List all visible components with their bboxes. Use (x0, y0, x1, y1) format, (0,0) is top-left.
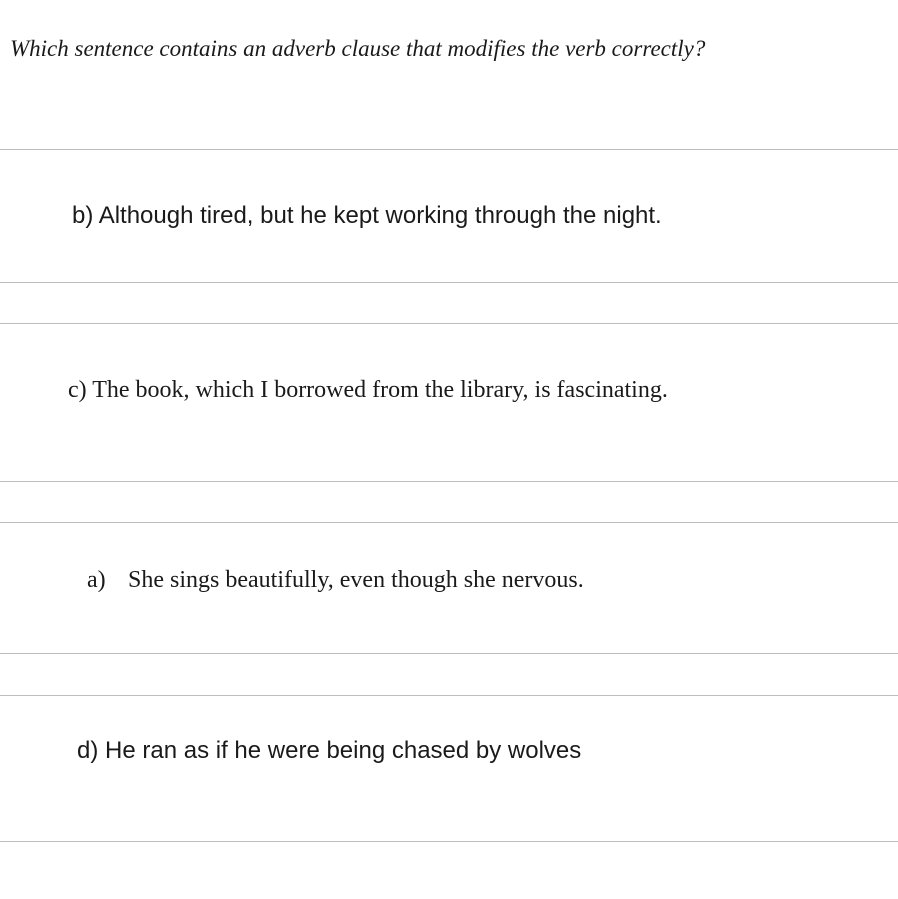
option-label: b) (72, 202, 94, 229)
option-text: The book, which I borrowed from the library, is fascinating. (92, 377, 668, 403)
option-a[interactable] (87, 567, 584, 594)
option-text: Although tired, but he kept working through the night. (98, 202, 662, 229)
divider (0, 695, 898, 696)
option-text: She sings beautifully, even though she nervous. (128, 567, 584, 593)
divider (0, 481, 898, 482)
option-b[interactable] (72, 202, 662, 230)
divider (0, 522, 898, 523)
divider (0, 841, 898, 842)
question-text: Which sentence contains an adverb clause that modifies the verb correctly? (10, 36, 706, 61)
option-d[interactable] (77, 737, 581, 765)
option-label: a) (87, 567, 106, 593)
option-text: He ran as if he were being chased by wolves (105, 737, 582, 764)
divider (0, 653, 898, 654)
option-label: c) (68, 377, 87, 403)
option-c[interactable] (68, 377, 668, 404)
option-label: d) (77, 737, 99, 764)
divider (0, 323, 898, 324)
divider (0, 282, 898, 283)
divider (0, 149, 898, 150)
